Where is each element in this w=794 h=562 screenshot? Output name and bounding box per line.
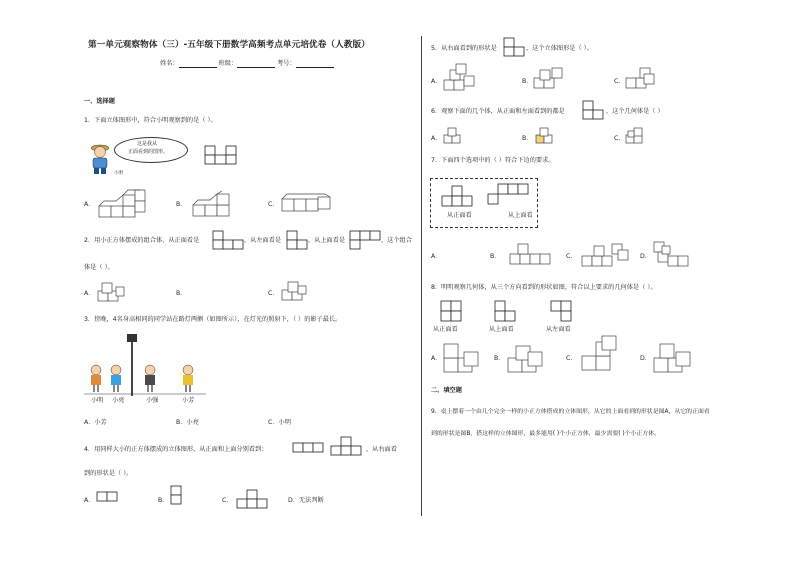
q1-front-view-shape [204, 145, 238, 165]
class-label: 班级： [218, 60, 238, 67]
q4-option-d[interactable]: D．无法判断 [288, 497, 324, 504]
q1-option-a-label[interactable]: A． [84, 201, 95, 208]
q4-stem-part-1: 4．用同样大小的正方体摆成的立体图形，从正面和上面分别看到： [84, 446, 268, 453]
q8-view-label-front: 从正面看 [433, 326, 458, 333]
q7-option-b-label[interactable]: B． [490, 253, 501, 260]
q7-option-d-label[interactable]: D． [640, 253, 651, 260]
q6-option-c-solid[interactable] [624, 125, 648, 147]
q8-left-view-shape [550, 300, 574, 324]
q1-option-c-solid[interactable] [280, 191, 332, 215]
q5-option-b-label[interactable]: B． [522, 78, 533, 85]
q7-top-label: 从上面看 [508, 212, 533, 219]
q8-option-b-solid[interactable] [506, 340, 546, 376]
q6-option-a-solid[interactable] [442, 125, 464, 147]
q2-option-b-label[interactable]: B． [176, 290, 187, 297]
q9-line-1: 9．桌上摆着一个由几个完全一样的小正方体搭成的立体图形，从它的上面看到的形状是图A，从它的正面看 [431, 409, 710, 415]
q5-option-b-solid[interactable] [532, 66, 566, 92]
q4-option-a-label[interactable]: A． [84, 497, 95, 504]
q4-stem-part-2: ，从右面看 [366, 446, 397, 453]
section-heading-fill: 二、填空题 [431, 387, 462, 394]
q2-stem-part-5: 体是（ ）。 [84, 264, 114, 271]
q4-top-view-shape [330, 436, 364, 458]
q8-option-d-label[interactable]: D． [640, 355, 651, 362]
exam-no-field[interactable] [296, 61, 334, 68]
q2-top-view-shape [349, 230, 381, 250]
q8-option-c-solid[interactable] [580, 334, 620, 376]
column-divider [421, 36, 422, 516]
q4-option-b-shape[interactable] [170, 485, 184, 507]
q6-stem-part-2: ，这个几何体是（ ） [606, 108, 664, 115]
q8-top-view-shape [494, 300, 518, 324]
q3-option-b[interactable]: B．小亮 [176, 419, 199, 426]
q3-kid-label-4: 小芳 [182, 397, 195, 404]
q5-stem-part-1: 5．从右面看到的形状是 [431, 45, 497, 52]
q7-stem: 7．下面四个选项中的（ ）符合下边的要求。 [431, 157, 555, 164]
q1-option-b-solid[interactable] [190, 192, 234, 220]
q7-front-label: 从正面看 [447, 212, 472, 219]
q2-option-c-solid[interactable] [280, 280, 310, 304]
q1-option-a-solid[interactable] [97, 186, 147, 220]
q3-kid-label-2: 小亮 [112, 397, 125, 404]
q8-option-c-label[interactable]: C． [566, 355, 577, 362]
q1-option-c-label[interactable]: C． [268, 201, 279, 208]
boy-figure [88, 142, 114, 176]
q4-option-b-label[interactable]: B． [158, 497, 169, 504]
q1-person-label: 小明 [114, 171, 123, 176]
q8-stem: 8．明明观察几何体，从三个方向看到的形状如图，符合以上要求的几何体是（ ）。 [431, 284, 657, 291]
q4-front-view-shape [292, 442, 326, 454]
q2-option-c-label[interactable]: C． [268, 290, 279, 297]
q3-option-a[interactable]: A．小芳 [84, 419, 107, 426]
q8-option-a-label[interactable]: A． [431, 355, 442, 362]
q8-view-label-left: 从左面看 [546, 326, 571, 333]
class-field[interactable] [237, 61, 275, 68]
exam-no-label: 考号： [277, 60, 296, 67]
name-field[interactable] [179, 61, 217, 68]
bubble-line-1: 这是我从 [137, 141, 158, 147]
q3-street-lamp-scene [84, 332, 214, 398]
q8-option-a-solid[interactable] [442, 338, 482, 376]
q7-option-c-solid[interactable] [580, 238, 632, 270]
q2-option-a-label[interactable]: A． [84, 290, 95, 297]
q2-stem-part-4: ，这个组合 [381, 237, 412, 244]
q6-stem-part-1: 6．观察下面的几个体，从正面和左面看到的都是 [431, 108, 565, 115]
q6-option-b-solid[interactable] [534, 125, 556, 147]
q8-front-view-shape [440, 300, 464, 324]
q7-top-view-shape [487, 183, 531, 207]
q5-stem-part-2: ，这个立体图形是（ ）。 [526, 45, 593, 52]
q3-kid-label-1: 小明 [91, 397, 104, 404]
section-heading-choice: 一、选择题 [84, 98, 115, 105]
q2-stem-part-3: ，从上面看是 [308, 237, 346, 244]
q4-option-c-shape[interactable] [236, 489, 270, 511]
q4-stem-part-3: 到的形状是（ ）。 [84, 470, 133, 477]
q6-option-c-label[interactable]: C． [614, 135, 625, 142]
q3-option-c[interactable]: C．小明 [268, 419, 291, 426]
name-label: 姓名： [160, 60, 179, 67]
q3-stem: 3．傍晚，4名身高相同的同学站在路灯两侧（如图所示），在灯光的照射下，（ ）的影子最长。 [84, 316, 342, 323]
q5-right-view-shape [503, 37, 525, 59]
q7-front-view-shape [441, 185, 475, 209]
q2-stem-part-2: ，从左面看是 [244, 237, 282, 244]
bubble-line-2: 正面看到的图形。 [128, 149, 169, 155]
q5-option-a-solid[interactable] [442, 62, 476, 94]
q2-front-view-shape [212, 230, 244, 250]
q8-option-b-label[interactable]: B． [494, 355, 505, 362]
q7-option-b-solid[interactable] [506, 240, 552, 270]
q2-stem-part-1: 2．用小正方体摆成的组合体，从正面看是 [84, 237, 200, 244]
q1-stem: 1．下面立体图形中，符合小明观察到的是（ ）。 [84, 117, 217, 124]
q1-option-b-label[interactable]: B． [176, 201, 187, 208]
q2-option-a-solid[interactable] [96, 281, 128, 305]
q6-option-b-label[interactable]: B． [522, 135, 533, 142]
q3-kid-label-3: 小强 [146, 397, 159, 404]
page-title: 第一单元观察物体（三）-五年级下册数学高频考点单元培优卷（人教版） [88, 40, 370, 50]
q8-view-label-top: 从上面看 [489, 326, 514, 333]
q5-option-c-solid[interactable] [624, 64, 658, 92]
q6-option-a-label[interactable]: A． [431, 135, 442, 142]
q9-line-2: 到的形状是图B，搭这样的立体图形，最多能用( )个小正方体，最少需要( )个小正方体。 [431, 431, 661, 437]
q7-option-c-label[interactable]: C． [566, 253, 577, 260]
q8-option-d-solid[interactable] [652, 338, 694, 376]
q5-option-a-label[interactable]: A． [431, 78, 442, 85]
q5-option-c-label[interactable]: C． [614, 78, 625, 85]
q7-option-a-label[interactable]: A． [431, 253, 442, 260]
q4-option-c-label[interactable]: C． [222, 497, 233, 504]
q6-view-shape [582, 100, 604, 122]
student-info-line [160, 60, 334, 68]
q4-option-a-shape[interactable] [96, 491, 120, 503]
q2-left-view-shape [286, 230, 308, 250]
q7-option-d-solid[interactable] [652, 238, 694, 270]
